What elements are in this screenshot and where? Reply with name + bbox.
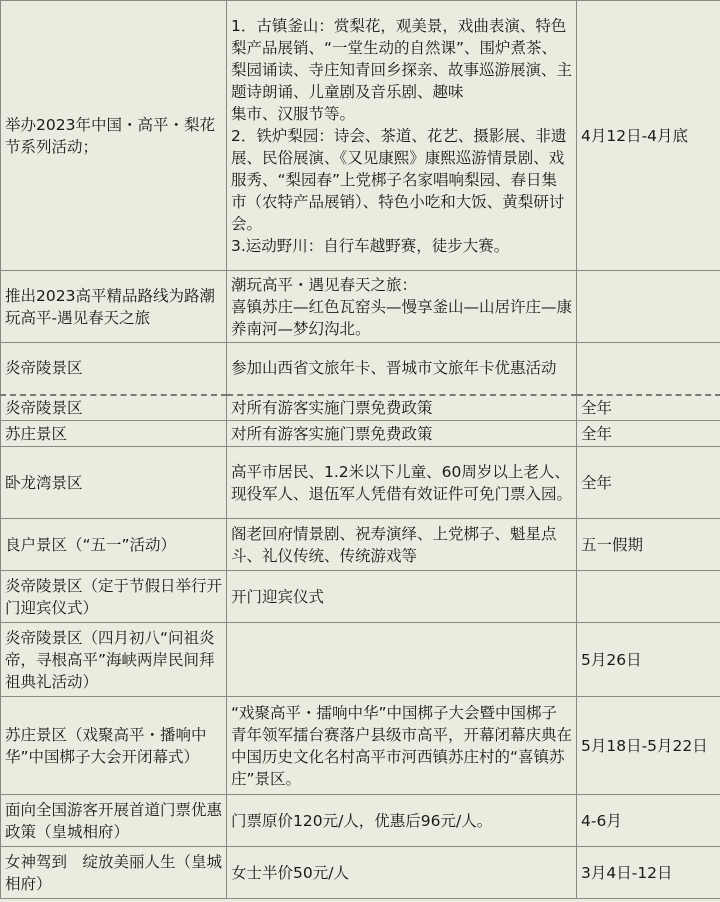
row-detail <box>227 623 577 697</box>
row-detail: 对所有游客实施门票免费政策 <box>227 421 577 447</box>
row-detail: “戏聚高平・擂响中华”中国梆子大会暨中国梆子青年领军擂台赛落户县级市高平，开幕闭幕庆典在中国历史文化名村高平市河西镇苏庄村的“喜镇苏庄”景区。 <box>227 697 577 795</box>
row-time: 4-6月 <box>577 795 720 847</box>
table-row <box>1 447 720 519</box>
row-name: 面向全国游客开展首道门票优惠政策（皇城相府） <box>1 795 227 847</box>
table-row <box>1 623 720 697</box>
row-time: 5月18日-5月22日 <box>577 697 720 795</box>
table-row <box>1 519 720 571</box>
row-detail: 潮玩高平・遇见春天之旅： 喜镇苏庄—红色瓦窑头—慢享釜山—山居许庄—康养南河—梦幻沟北。 <box>227 271 577 343</box>
table-row <box>1 571 720 623</box>
row-detail: 对所有游客实施门票免费政策 <box>227 395 577 421</box>
row-time: 五一假期 <box>577 519 720 571</box>
row-time <box>577 571 720 623</box>
table-row <box>1 395 720 421</box>
row-name: 炎帝陵景区（定于节假日举行开门迎宾仪式） <box>1 571 227 623</box>
row-detail: 1．古镇釜山：赏梨花，观美景，戏曲表演、特色梨产品展销、“一堂生动的自然课”、围炉煮茶、梨园诵读、寺庄知青回乡探亲、故事巡游展演、主题诗朗诵、儿童剧及音乐剧、趣味 集市、汉服节等。 2．铁炉梨园：诗会、茶道、花艺、摄影展、非遗展、民俗展演、《又见康熙》康熙巡游情景剧、戏服秀、“梨园春”上党梆子名家唱响梨园、春日集市（农特产品展销）、特色小吃和大饭、黄梨研讨会。 3.运动野川：自行车越野赛，徒步大赛。 <box>227 1 577 271</box>
row-time: 全年 <box>577 447 720 519</box>
row-detail: 阁老回府情景剧、祝寿演绎、上党梆子、魁星点斗、礼仪传统、传统游戏等 <box>227 519 577 571</box>
row-time: 3月4日-12日 <box>577 847 720 899</box>
row-time: 4月12日-4月底 <box>577 1 720 271</box>
table-row <box>1 697 720 795</box>
table-row <box>1 795 720 847</box>
row-name: 女神驾到 绽放美丽人生（皇城相府） <box>1 847 227 899</box>
row-name: 举办2023年中国・高平・梨花节系列活动； <box>1 1 227 271</box>
row-time <box>577 271 720 343</box>
row-name: 苏庄景区（戏聚高平・播响中华”中国梆子大会开闭幕式） <box>1 697 227 795</box>
row-name: 炎帝陵景区 <box>1 343 227 395</box>
row-detail: 高平市居民、1.2米以下儿童、60周岁以上老人、现役军人、退伍军人凭借有效证件可免门票入园。 <box>227 447 577 519</box>
row-detail: 女士半价50元/人 <box>227 847 577 899</box>
row-time: 全年 <box>577 421 720 447</box>
table-row <box>1 343 720 395</box>
table-row <box>1 847 720 899</box>
table-row <box>1 1 720 271</box>
row-detail: 门票原价120元/人，优惠后96元/人。 <box>227 795 577 847</box>
row-time: 5月26日 <box>577 623 720 697</box>
row-name: 推出2023高平精品路线为路潮玩高平-遇见春天之旅 <box>1 271 227 343</box>
row-time <box>577 343 720 395</box>
row-detail: 开门迎宾仪式 <box>227 571 577 623</box>
row-name: 炎帝陵景区（四月初八“问祖炎帝，寻根高平”海峡两岸民间拜祖典礼活动） <box>1 623 227 697</box>
row-detail: 参加山西省文旅年卡、晋城市文旅年卡优惠活动 <box>227 343 577 395</box>
table-row <box>1 271 720 343</box>
row-time: 全年 <box>577 395 720 421</box>
row-name: 炎帝陵景区 <box>1 395 227 421</box>
row-name: 苏庄景区 <box>1 421 227 447</box>
row-name: 良户景区（“五一”活动） <box>1 519 227 571</box>
table-row <box>1 421 720 447</box>
row-name: 卧龙湾景区 <box>1 447 227 519</box>
